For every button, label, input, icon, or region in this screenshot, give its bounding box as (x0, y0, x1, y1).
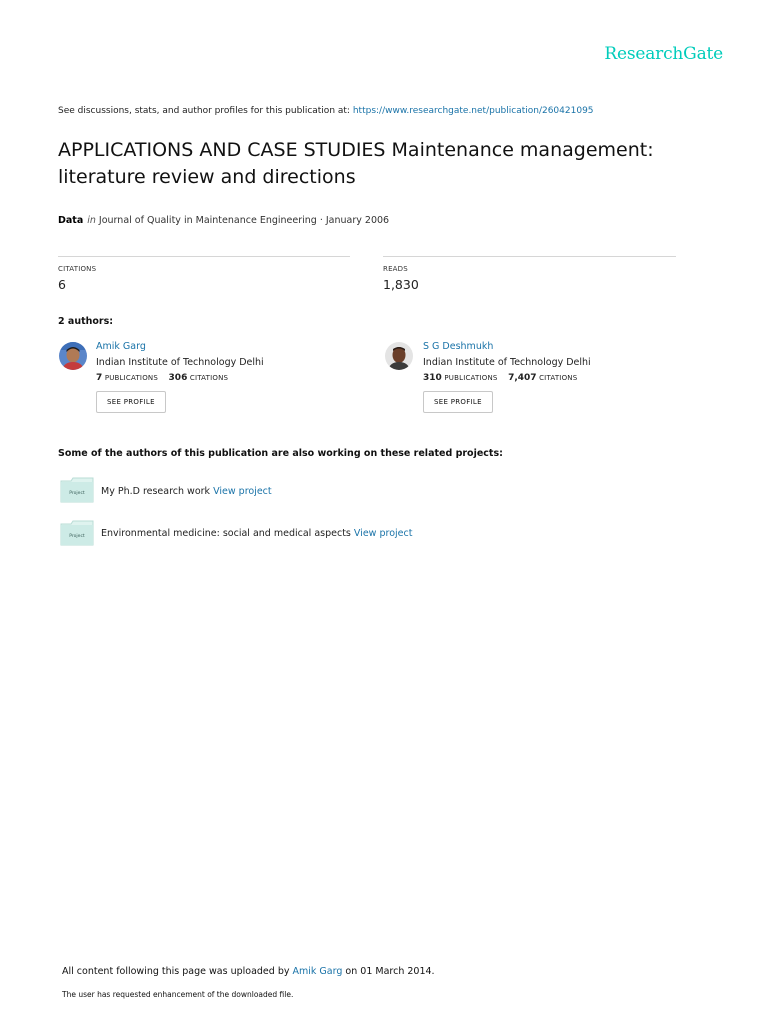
author-2-publications-label: PUBLICATIONS (444, 374, 498, 382)
author-1-publications-count: 7 (96, 373, 103, 383)
author-2-counts (423, 373, 585, 383)
publication-title: APPLICATIONS AND CASE STUDIES Maintenance management: literature review and directions (58, 139, 654, 188)
author-1-name[interactable]: Amik Garg (96, 341, 146, 352)
citations-divider (58, 256, 350, 257)
project-1-icon-label: Project (69, 491, 85, 496)
project-2-icon-label: Project (69, 534, 85, 539)
author-2-name[interactable]: S G Deshmukh (423, 341, 494, 352)
authors-heading: 2 authors: (58, 316, 114, 327)
author-1-publications-label: PUBLICATIONS (104, 374, 158, 382)
reads-divider (383, 256, 676, 257)
author-1-see-profile-button[interactable]: SEE PROFILE (96, 391, 166, 413)
in-label: in (87, 215, 96, 226)
project-1-view-link[interactable]: View project (213, 486, 272, 497)
author-2-publications-count: 310 (423, 373, 442, 383)
discussion-text: See discussions, stats, and author profiles for this publication at: (58, 106, 350, 116)
publication-source: Journal of Quality in Maintenance Engineering · January 2006 (98, 215, 390, 226)
project-2 (101, 528, 412, 539)
related-projects-heading: Some of the authors of this publication are also working on these related projects: (58, 448, 503, 459)
reads-label: READS (383, 265, 408, 273)
citations-label: CITATIONS (58, 265, 97, 273)
reads-value: 1,830 (383, 277, 419, 292)
project-2-title: Environmental medicine: social and medical aspects (101, 528, 351, 539)
author-2-citations-count: 7,407 (508, 373, 537, 383)
upload-prefix: All content following this page was uploaded by (62, 966, 290, 977)
project-folder-icon (60, 477, 94, 503)
author-1-counts (96, 373, 236, 383)
author-2-affiliation: Indian Institute of Technology Delhi (423, 357, 591, 368)
author-1-citations-label: CITATIONS (189, 374, 229, 382)
author-2-citations-label: CITATIONS (539, 374, 578, 382)
publication-kind: Data (58, 215, 84, 226)
publication-meta (58, 215, 389, 226)
project-1-title: My Ph.D research work (101, 486, 211, 497)
enhancement-note: The user has requested enhancement of the downloaded file. (62, 990, 294, 999)
project-folder-icon (60, 520, 94, 546)
citations-value: 6 (58, 277, 66, 292)
author-1-affiliation: Indian Institute of Technology Delhi (96, 357, 264, 368)
discussion-line (58, 106, 594, 116)
project-1 (101, 486, 272, 497)
uploader-link[interactable]: Amik Garg (292, 966, 343, 977)
publication-url-link[interactable]: https://www.researchgate.net/publication/260421095 (352, 106, 594, 116)
author-1-citations-count: 306 (168, 373, 188, 383)
upload-note (62, 966, 435, 977)
project-2-view-link[interactable]: View project (353, 528, 413, 539)
upload-date: on 01 March 2014. (345, 966, 435, 977)
author-2-avatar[interactable] (385, 342, 413, 370)
author-1-avatar[interactable] (59, 342, 87, 370)
author-2-see-profile-button[interactable]: SEE PROFILE (423, 391, 493, 413)
researchgate-logo[interactable]: ResearchGate (604, 44, 723, 64)
